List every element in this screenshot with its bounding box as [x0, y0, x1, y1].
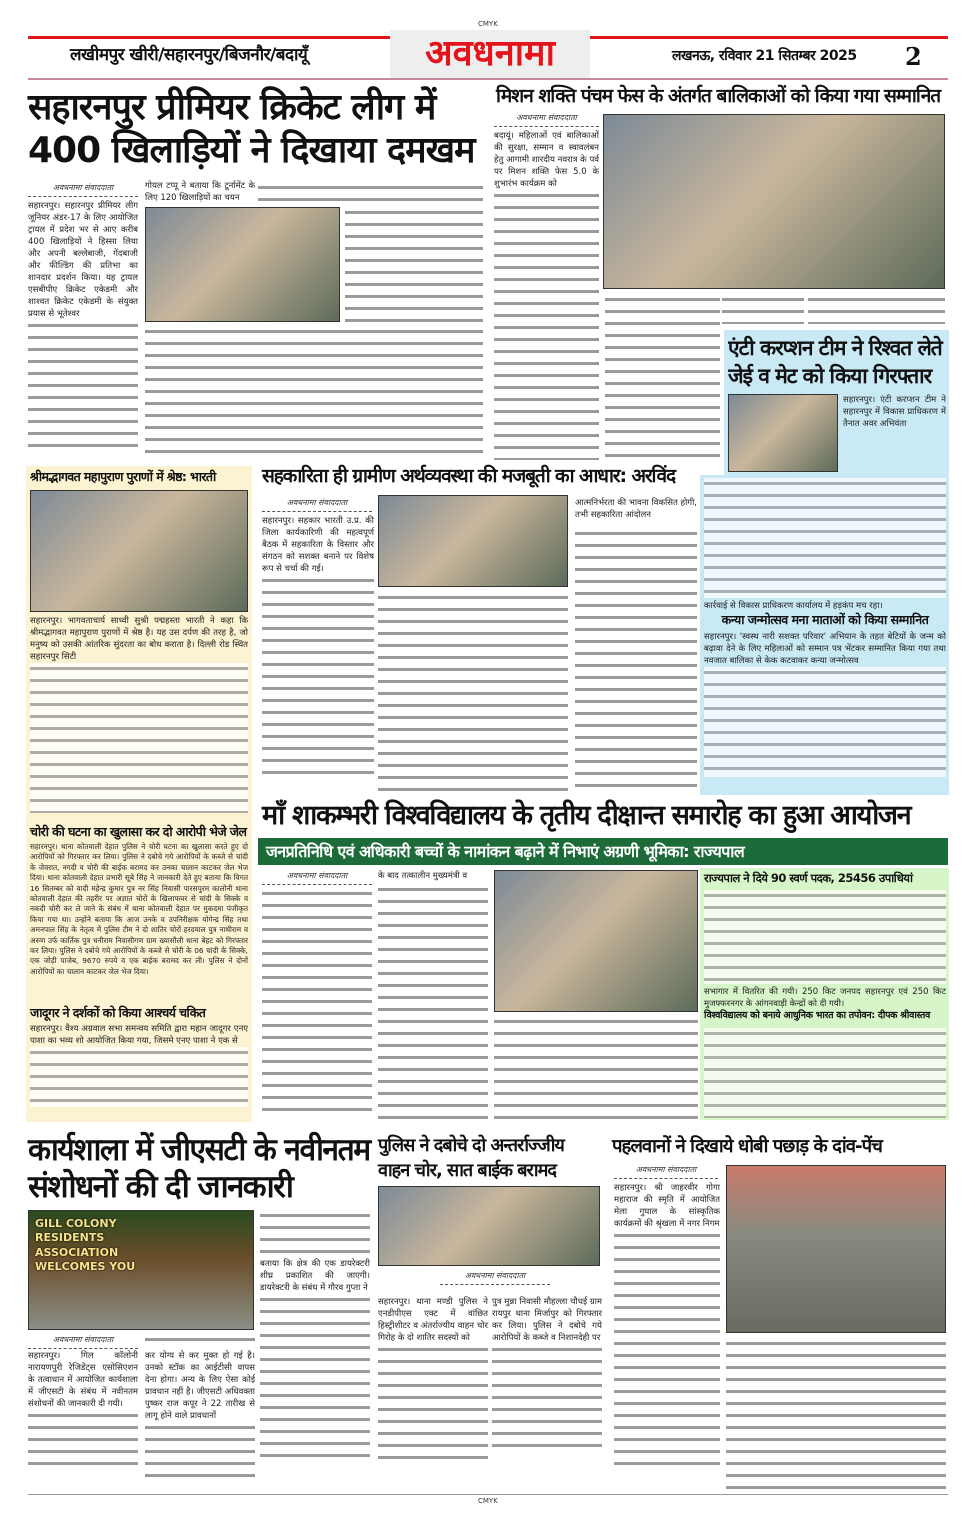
sahkarita-col4: आत्मनिर्भरता की भावना विकसित होगी, तभी सहकारिता आंदोलन — [575, 498, 697, 520]
text-lines — [258, 182, 483, 202]
bhagwat-photo — [30, 490, 248, 612]
gst-body: सहारनपुर। गिल कॉलोनी नारायणपुरी रेजिडेंट्स एसोसिएशन के तत्वाधान में आयोजित कार्यशाला में जीएसटी के संबंध में नवीनतम संशोधनों की जानकारी दी गयी। — [28, 1350, 138, 1490]
rajyapal-text: सभागार में वितरित की गयी। 250 किट जनपद सहारनपुर एवं 250 किट मुजफ्फरनगर के आंगनवाड़ी केन्द्रों को दी गयी। — [704, 987, 946, 1009]
text-lines — [378, 884, 488, 1120]
text-lines — [704, 1028, 946, 1118]
shakambhari-headline: माँ शाकम्भरी विश्वविद्यालय के तृतीय दीक्षान्त समारोह का हुआ आयोजन — [262, 800, 911, 831]
anti-corruption-headline: एंटी करप्शन टीम ने रिश्वत लेते जेई व मेट को किया गिरफ्तार — [728, 336, 942, 388]
bhagwat-body: सहारनपुर। भागवताचार्य साध्वी सुश्री पद्महस्ता भारती ने कहा कि श्रीमद्भागवत महापुराण पुराणों में श्रेष्ठ है। यह उस दर्पण की तरह है, जो मनुष्य को उसकी आंतरिक सुंदरता का बोध कराता है। दिल्ली रोड स्थित सहारनपुर सिटी — [30, 615, 248, 820]
text-lines — [145, 1334, 255, 1348]
text-lines — [345, 207, 483, 322]
text-lines — [575, 528, 697, 792]
byline: अवधनामा संवाददाता — [494, 112, 599, 127]
mission-shakti-body: बदायूं। महिलाओं एवं बालिकाओं की सुरक्षा, सम्मान व स्वावलंबन हेतु आगामी शारदीय नवरात्र के पर्व पर मिशन शक्ति फेस 5.0 के शुभारंभ कार्यक्रम को — [494, 130, 599, 460]
cricket-col2: गोयल टप्पू ने बताया कि टूर्नामेंट के लिए 120 खिलाड़ियों का चयन — [145, 181, 255, 203]
byline: अवधनामा संवाददाता — [440, 1270, 550, 1285]
byline: अवधनामा संवाददाता — [262, 497, 372, 512]
gst-headline: कार्यशाला में जीएसटी के नवीनतम संशोधनों की दी जानकारी — [28, 1132, 370, 1205]
page-number: 2 — [905, 42, 922, 71]
byline: अवधनामा संवाददाता — [262, 870, 372, 885]
text-lines — [808, 294, 945, 324]
text-lines — [260, 1210, 370, 1255]
shakambhari-subhead-bar — [258, 838, 948, 865]
masthead-rule-bottom — [28, 78, 948, 80]
anti-corruption-photo — [728, 394, 838, 472]
sahkarita-photo — [378, 495, 568, 587]
text-lines — [704, 890, 946, 984]
anti-corruption-tail: कार्रवाई से विकास प्राधिकरण कार्यालय में हड़कंप मच रहा। — [704, 601, 883, 611]
pehalwan-body: सहारनपुर। श्री जाहरवीर गोगा महाराज की स्मृति में आयोजित मेला गुघाल के सांस्कृतिक कार्यक्रमों की श्रृंखला में नगर निगम — [614, 1182, 720, 1490]
cricket-photo — [145, 207, 340, 322]
sahkarita-body: सहारनपुर। सहकार भारती उ.प्र. की जिला कार्यकारिणी की महत्वपूर्ण बैठक में सहकारिता के विस्तार और संगठन को सशक्त बनाने पर विशेष रूप से चर्चा की गई। — [262, 515, 374, 795]
text-lines — [605, 294, 720, 460]
jadugar-body: सहारनपुर। वैश्य अग्रवाल सभा समन्वय समिति द्वारा महान जादूगर एनए पाशा का भव्य शो आयोजित किया गया, जिसमे एनए पाशा ने एक से — [30, 1023, 248, 1119]
mission-shakti-headline: मिशन शक्ति पंचम फेस के अंतर्गत बालिकाओं को किया गया सम्मानित — [496, 85, 941, 107]
rajyapal-headline: राज्यपाल ने दिये 90 स्वर्ण पदक, 25456 उपाधियां — [704, 871, 913, 885]
mission-shakti-photo — [603, 114, 945, 289]
footer-rule — [28, 1494, 948, 1495]
gst-photo: GILL COLONY RESIDENTS ASSOCIATION WELCOMES YOU — [28, 1210, 254, 1330]
police-headline: पुलिस ने दबोचे दो अन्तर्राज्जीय वाहन चोर, सात बाईक बरामद — [378, 1135, 564, 1181]
text-lines — [378, 592, 568, 792]
text-lines — [262, 888, 372, 1120]
anti-corruption-body: सहारनपुर। एंटी करप्शन टीम ने सहारनपुर में विकास प्राधिकरण में तैनात अवर अभियंता — [843, 395, 946, 429]
police-photo — [378, 1186, 600, 1266]
police-col2: पुत्र मुन्ना निवासी मौहल्ला चौधई ग्राम रायपुर थाना मिर्जापुर को गिरफ्तार कर लिया। पुलिस ने दबोचे गये आरोपियों के कब्जे व निशानदेही पर — [492, 1296, 602, 1490]
police-body: सहारनपुर। थाना मण्डी पुलिस ने एनडीपीएस एक्ट में वांछित हिस्ट्रीशीटर व अंतर्राज्यीय वाहन चोर गिरोह के दो शातिर सदस्यों को — [378, 1296, 488, 1490]
gst-col3: बताया कि क्षेत्र की एक डायरेक्टरी शीघ्र प्रकाशित की जाएगी। डायरेक्टरी के संबंध में गौरव गुप्ता ने — [260, 1258, 370, 1490]
text-lines — [145, 326, 483, 454]
rajyapal-subhead: विश्वविद्यालय को बनाये आधुनिक भारत का तपोवन: दीपक श्रीवास्तव — [704, 1010, 931, 1021]
byline: अवधनामा संवाददाता — [28, 182, 138, 197]
shakambhari-subhead: जनप्रतिनिधि एवं अधिकारी बच्चों के नामांकन बढ़ाने में निभाएं अग्रणी भूमिका: राज्यपाल — [266, 842, 745, 861]
bhagwat-headline: श्रीमद्भागवत महापुराण पुराणों में श्रेष्ठ: भारती — [30, 469, 216, 484]
shakambhari-photo — [494, 870, 698, 1012]
cricket-headline: सहारनपुर प्रीमियर क्रिकेट लीग में 400 खिलाड़ियों ने दिखाया दमखम — [28, 87, 475, 171]
byline: अवधनामा संवाददाता — [614, 1164, 718, 1179]
text-lines — [726, 1338, 946, 1490]
editions-label: लखीमपुर खीरी/सहारनपुर/बिजनौर/बदायूँ — [70, 45, 308, 65]
byline: अवधनामा संवाददाता — [28, 1334, 138, 1349]
cricket-body: सहारनपुर। सहारनपुर प्रीमियर लीग जूनियर अंडर-17 के लिए आयोजित ट्रायल में प्रदेश भर से आए करीब 400 खिलाड़ियों ने हिस्सा लिया और अपनी बल्लेबाजी, गेंदबाजी और फील्डिंग की प्रतिभा का शानदार प्रदर्शन किया। यह ट्रायल एसबीपीए क्रिकेट एकेडमी और शाश्वत क्रिकेट एकेडमी के संयुक्त प्रयास से भूतेश्वर — [28, 200, 138, 455]
sahkarita-headline: सहकारिता ही ग्रामीण अर्थव्यवस्था की मजबूती का आधार: अरविंद — [262, 465, 675, 487]
text-lines — [722, 294, 804, 324]
dateline: लखनऊ, रविवार 21 सितम्बर 2025 — [672, 48, 857, 64]
text-lines — [494, 1016, 698, 1120]
pehalwan-headline: पहलवानों ने दिखाये धोबी पछाड़ के दांव-पेंच — [612, 1136, 882, 1157]
text-lines — [704, 478, 946, 598]
gst-col2: कर योग्य से कर मुक्त हो गई है। उनको स्टॉक का आईटीसी वापस देना होगा। अन्य के लिए ऐसा कोई प्रावधान नहीं है। जीएसटी अधिवक्ता पुष्कर राज कपूर ने 22 तारीख से लागू होने वाले प्रावधानों — [145, 1350, 255, 1490]
chori-body: सहारनपुर। थाना कोतवाली देहात पुलिस ने चोरी घटना का खुलासा करते हुए दो आरोपियों को गिरफ्तार कर लिया। पुलिस ने दबोचे गये आरोपियों के कब्जे से चांदी के जेवरात, नगदी व चोरी की बाईक बरामद कर उनका चालान काटकर जेल भेज दिया। थाना कोतवाली देहात प्रभारी सूबे सिंह ने जानकारी देते हुए बताया कि विगत 16 सितम्बर को वादी महेन्द्र कुमार पुत्र नर सिंह निवासी पारसपुरम कालोनी थाना कोतवाली देहात की तहरीर पर अज्ञात चोरों के खिलाफघर से चांदी के सिक्के व नकदी चोरी कर ले जाने के संबंध में थाना कोतवाली देहात पर मुकदमा पंजीकृत किया गया था। उन्होंने बताया कि आज उनके व उपनिरीक्षक योगेन्द्र सिंह तथा अमनपाल सिंह के नेतृत्व में पुलिस टीम ने दो शातिर चोरों हरदयाल पुत्र नाथीराम व अरुण उर्फ कार्तिक पुत्र धनीराम निवासीगण ग्राम ख्यासौली थाना बेहट को गिरफ्तार कर लिया। पुलिस ने दबोचे गये आरोपियों के कब्जे से चोरी के 06 चांदी के सिक्के, एक जोड़ी पाजेब, 9670 रुपये व एक बाईक बरामद कर ली। पुलिस ने दोनों आरोपियों का चालान काटकर जेल भेज दिया। — [30, 842, 248, 976]
kanya-body: सहारनपुर। 'स्वस्थ नारी सशक्त परिवार' अभियान के तहत बेटियों के जन्म को बढ़ावा देने के लिए महिलाओं को सम्मान पत्र भेंटकर सम्मानित किया गया तथा नवजात बालिका से केक कटवाकर कन्या जन्मोत्सव — [704, 631, 946, 793]
chori-headline: चोरी की घटना का खुलासा कर दो आरोपी भेजे जेल — [30, 824, 247, 839]
cmyk-mark: CMYK — [478, 20, 498, 28]
masthead-logo: अवधनामा — [390, 30, 590, 80]
cmyk-mark-footer: CMYK — [478, 1497, 498, 1505]
jadugar-headline: जादूगर ने दर्शकों को किया आश्चर्य चकित — [30, 1005, 206, 1020]
pehalwan-photo — [726, 1165, 946, 1333]
kanya-headline: कन्या जन्मोत्सव मना माताओं को किया सम्मानित — [721, 612, 929, 627]
shakambhari-col2: के बाद तत्कालीन मुख्यमंत्री व — [378, 871, 468, 881]
